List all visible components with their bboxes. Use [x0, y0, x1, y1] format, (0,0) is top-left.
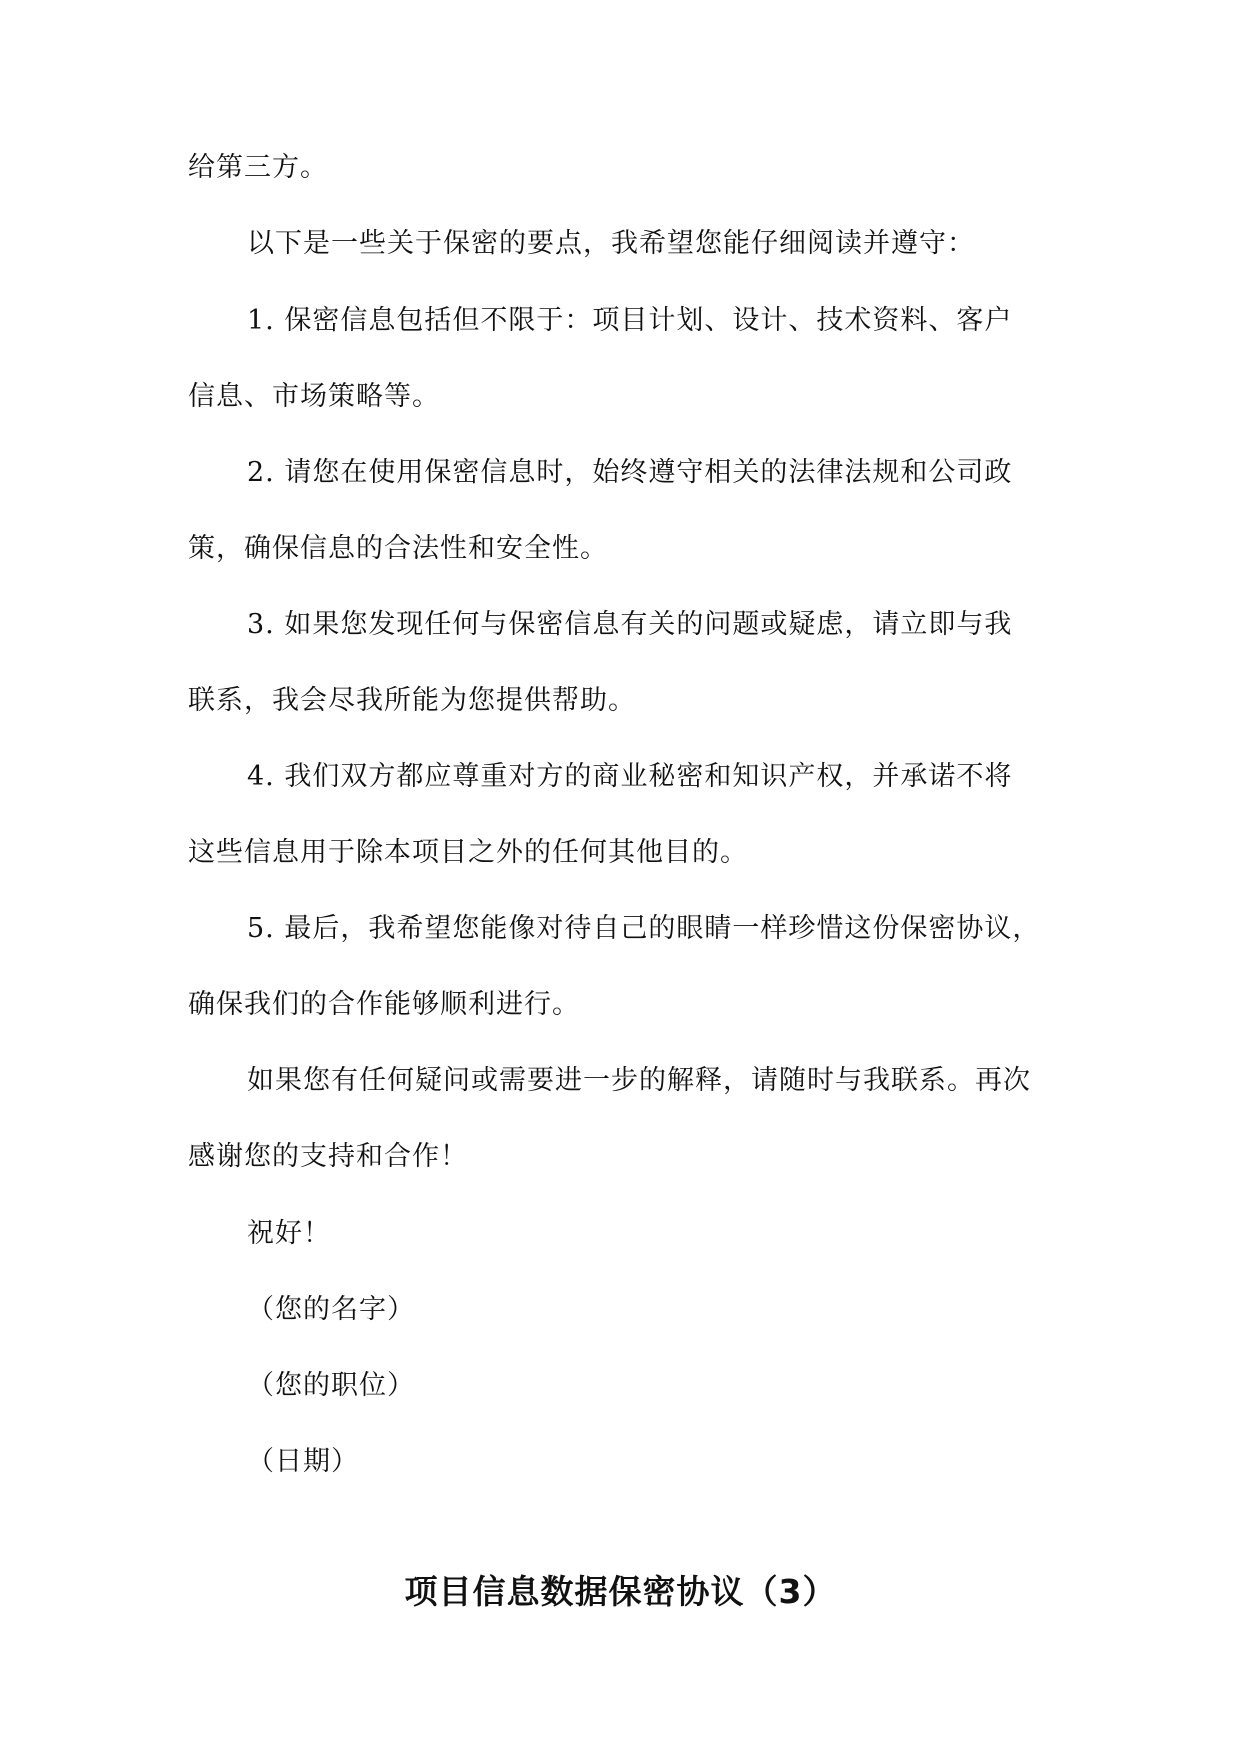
point-2-line-2: 策，确保信息的合法性和安全性。: [188, 533, 608, 564]
continued-text-line: 给第三方。: [188, 152, 328, 183]
point-1-line-1: 1. 保密信息包括但不限于：项目计划、设计、技术资料、客户: [247, 305, 1013, 336]
closing-line-2: 感谢您的支持和合作！: [188, 1141, 468, 1172]
point-5-line-1: 5. 最后，我希望您能像对待自己的眼睛一样珍惜这份保密协议，: [247, 913, 1041, 944]
point-4-line-1: 4. 我们双方都应尊重对方的商业秘密和知识产权，并承诺不将: [247, 761, 1013, 792]
regards-text: 祝好！: [247, 1218, 331, 1249]
point-4-line-2: 这些信息用于除本项目之外的任何其他目的。: [188, 837, 748, 868]
intro-paragraph: 以下是一些关于保密的要点，我希望您能仔细阅读并遵守：: [247, 228, 975, 259]
point-3-line-1: 3. 如果您发现任何与保密信息有关的问题或疑虑，请立即与我: [247, 609, 1013, 640]
signature-name: （您的名字）: [247, 1294, 415, 1325]
point-5-line-2: 确保我们的合作能够顺利进行。: [188, 989, 580, 1020]
closing-line-1: 如果您有任何疑问或需要进一步的解释，请随时与我联系。再次: [247, 1065, 1031, 1096]
signature-position: （您的职位）: [247, 1370, 415, 1401]
point-3-line-2: 联系，我会尽我所能为您提供帮助。: [188, 685, 636, 716]
signature-date: （日期）: [247, 1446, 359, 1477]
point-2-line-1: 2. 请您在使用保密信息时，始终遵守相关的法律法规和公司政: [247, 457, 1013, 488]
section-title: 项目信息数据保密协议（3）: [404, 1572, 837, 1611]
point-1-line-2: 信息、市场策略等。: [188, 381, 440, 412]
